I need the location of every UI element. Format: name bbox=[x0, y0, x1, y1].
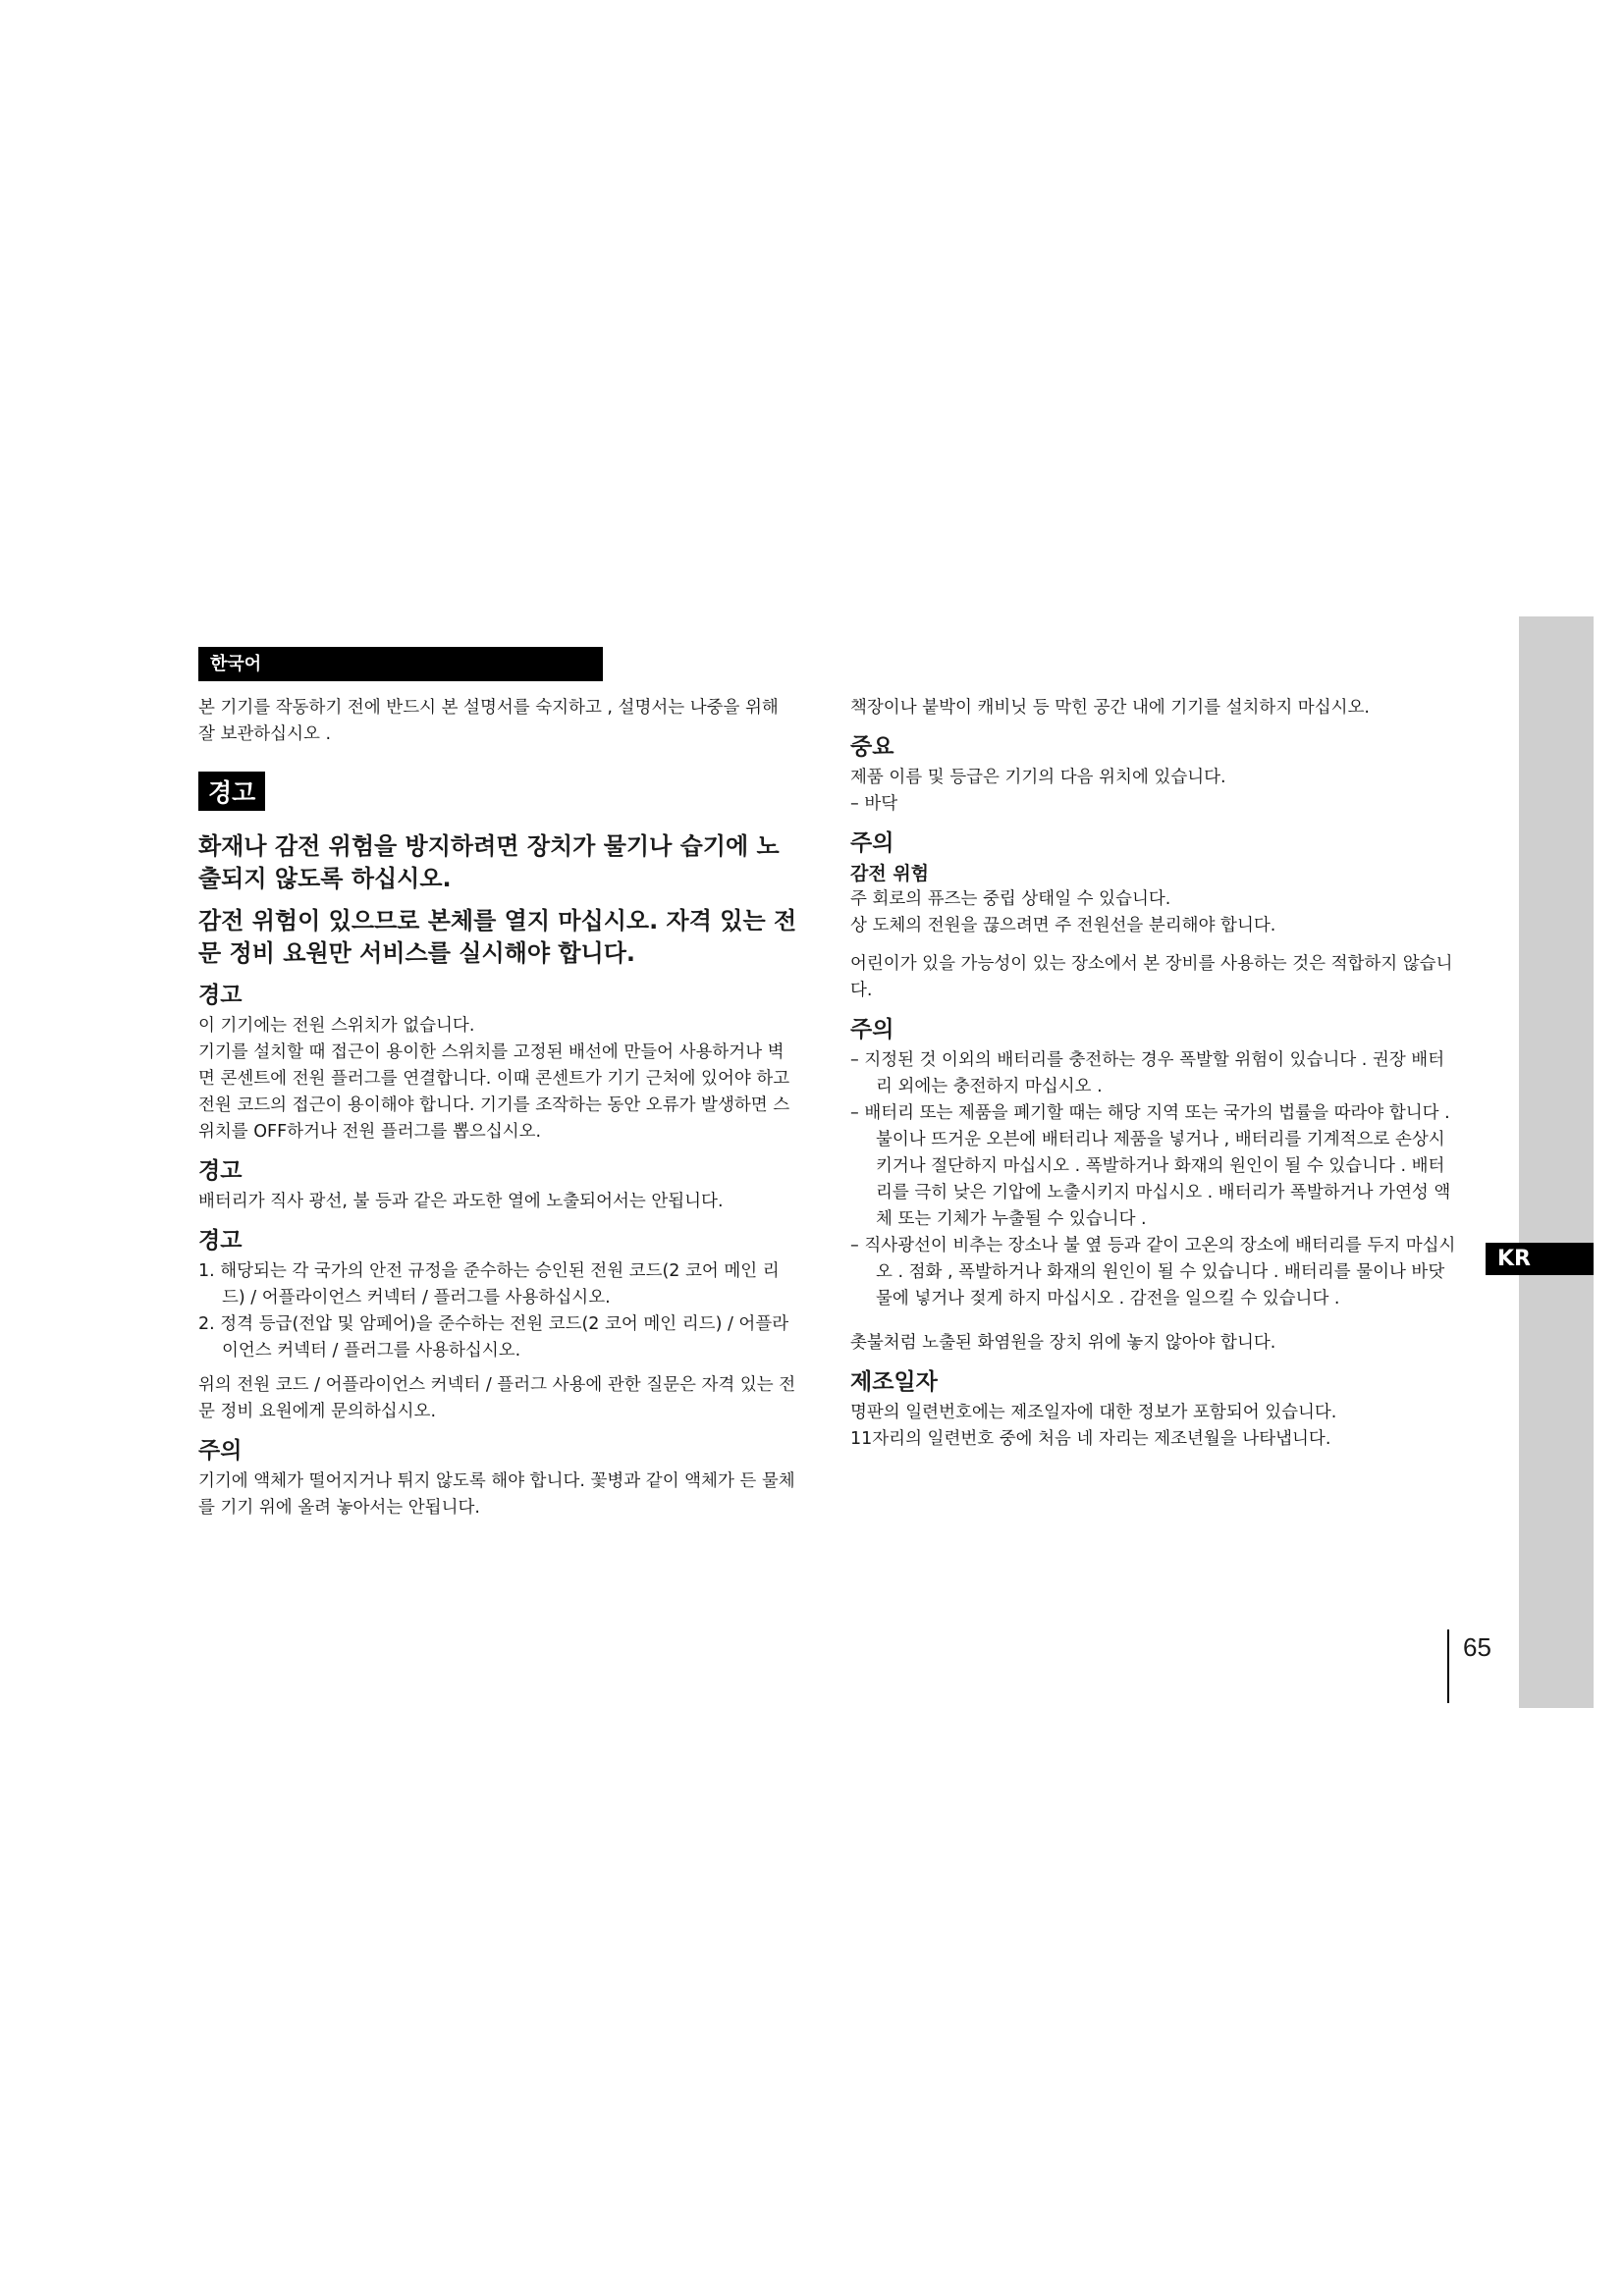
power-cord-list bbox=[198, 1258, 797, 1364]
language-tab-kr: KR bbox=[1486, 1243, 1594, 1275]
warning-main-2: 감전 위험이 있으므로 본체를 열지 마십시오. 자격 있는 전문 정비 요원만 서비스를 실시해야 합니다. bbox=[198, 907, 797, 967]
list-item: – 직사광선이 비추는 장소나 불 옆 등과 같이 고온의 장소에 배터리를 두지 마십시오 . 점화 , 폭발하거나 화재의 원인이 될 수 있습니다 . 배터리를 물이나 바닷물에 넣거나 젖게 하지 마십시오 . 감전을 일으킬 수 있습니다 . bbox=[850, 1236, 1456, 1308]
warning-text: 위의 전원 코드 / 어플라이언스 커넥터 / 플러그 사용에 관한 질문은 자격 있는 전문 정비 요원에게 문의하십시오. bbox=[198, 1375, 796, 1421]
list-item: – 지정된 것 이외의 배터리를 충전하는 경우 폭발할 위험이 있습니다 . 권장 배터리 외에는 충전하지 마십시오 . bbox=[850, 1050, 1445, 1096]
warning-text: 배터리가 직사 광선, 불 등과 같은 과도한 열에 노출되어서는 안됩니다. bbox=[198, 1192, 724, 1211]
shock-text: 상 도체의 전원을 끊으려면 주 전원선을 분리해야 합니다. bbox=[850, 916, 1276, 935]
manufacture-date-text: 명판의 일련번호에는 제조일자에 대한 정보가 포함되어 있습니다. bbox=[850, 1403, 1337, 1422]
important-text: – 바닥 bbox=[850, 794, 898, 814]
battery-caution-list bbox=[850, 1047, 1459, 1312]
left-column bbox=[198, 695, 797, 1529]
page-number-rule bbox=[1447, 1629, 1449, 1703]
warning-heading: 경고 bbox=[198, 1158, 243, 1184]
intro-text: 책장이나 붙박이 캐비닛 등 막힌 공간 내에 기기를 설치하지 마십시오. bbox=[850, 698, 1370, 718]
side-tab-strip bbox=[1519, 616, 1594, 1708]
manufacture-date-heading: 제조일자 bbox=[850, 1369, 938, 1395]
intro-text: 본 기기를 작동하기 전에 반드시 본 설명서를 숙지하고 , 설명서는 나중을 위해 잘 보관하십시오 . bbox=[198, 698, 779, 744]
important-text: 제품 이름 및 등급은 기기의 다음 위치에 있습니다. bbox=[850, 768, 1226, 787]
manufacture-date-text: 11자리의 일련번호 중에 처음 네 자리는 제조년월을 나타냅니다. bbox=[850, 1429, 1331, 1449]
warning-box-heading: 경고 bbox=[198, 772, 265, 811]
caution-heading: 주의 bbox=[850, 830, 894, 856]
warning-heading: 경고 bbox=[198, 1228, 243, 1254]
page-number: 65 bbox=[1463, 1632, 1491, 1662]
caution-text: 기기에 액체가 떨어지거나 튀지 않도록 해야 합니다. 꽃병과 같이 액체가 든 물체를 기기 위에 올려 놓아서는 안됩니다. bbox=[198, 1471, 795, 1518]
caution-heading: 주의 bbox=[850, 1017, 894, 1042]
candle-text: 촛불처럼 노출된 화염원을 장치 위에 놓지 않아야 합니다. bbox=[850, 1333, 1276, 1353]
caution-heading: 주의 bbox=[198, 1438, 243, 1464]
warning-heading: 경고 bbox=[198, 983, 243, 1008]
list-item: – 배터리 또는 제품을 폐기할 때는 해당 지역 또는 국가의 법률을 따라야 합니다 . 불이나 뜨거운 오븐에 배터리나 제품을 넣거나 , 배터리를 기계적으로 손상시키거나 절단하지 마십시오 . 폭발하거나 화재의 원인이 될 수 있습니다 . 배터리를 극히 낮은 기압에 노출시키지 마십시오 . 배터리가 폭발하거나 가연성 액체 또는 기체가 누출될 수 있습니다 . bbox=[850, 1103, 1451, 1229]
warning-main-1: 화재나 감전 위험을 방지하려면 장치가 물기나 습기에 노출되지 않도록 하십시오. bbox=[198, 832, 780, 892]
warning-text: 기기를 설치할 때 접근이 용이한 스위치를 고정된 배선에 만들어 사용하거나 벽면 콘센트에 전원 플러그를 연결합니다. 이때 콘센트가 기기 근처에 있어야 하고 전원 코드의 접근이 용이해야 합니다. 기기를 조작하는 동안 오류가 발생하면 스위치를 OFF하거나 전원 플러그를 뽑으십시오. bbox=[198, 1042, 790, 1142]
right-column bbox=[850, 695, 1459, 1453]
list-item: 2. 정격 등급(전압 및 암페어)을 준수하는 전원 코드(2 코어 메인 리드) / 어플라이언스 커넥터 / 플러그를 사용하십시오. bbox=[198, 1314, 789, 1361]
shock-heading: 감전 위험 bbox=[850, 863, 930, 884]
warning-text: 이 기기에는 전원 스위치가 없습니다. bbox=[198, 1016, 475, 1036]
language-header: 한국어 bbox=[198, 647, 603, 681]
children-text: 어린이가 있을 가능성이 있는 장소에서 본 장비를 사용하는 것은 적합하지 않습니다. bbox=[850, 954, 1453, 1000]
list-item: 1. 해당되는 각 국가의 안전 규정을 준수하는 승인된 전원 코드(2 코어 메인 리드) / 어플라이언스 커넥터 / 플러그를 사용하십시오. bbox=[198, 1261, 780, 1308]
important-heading: 중요 bbox=[850, 734, 894, 760]
shock-text: 주 회로의 퓨즈는 중립 상태일 수 있습니다. bbox=[850, 889, 1171, 909]
